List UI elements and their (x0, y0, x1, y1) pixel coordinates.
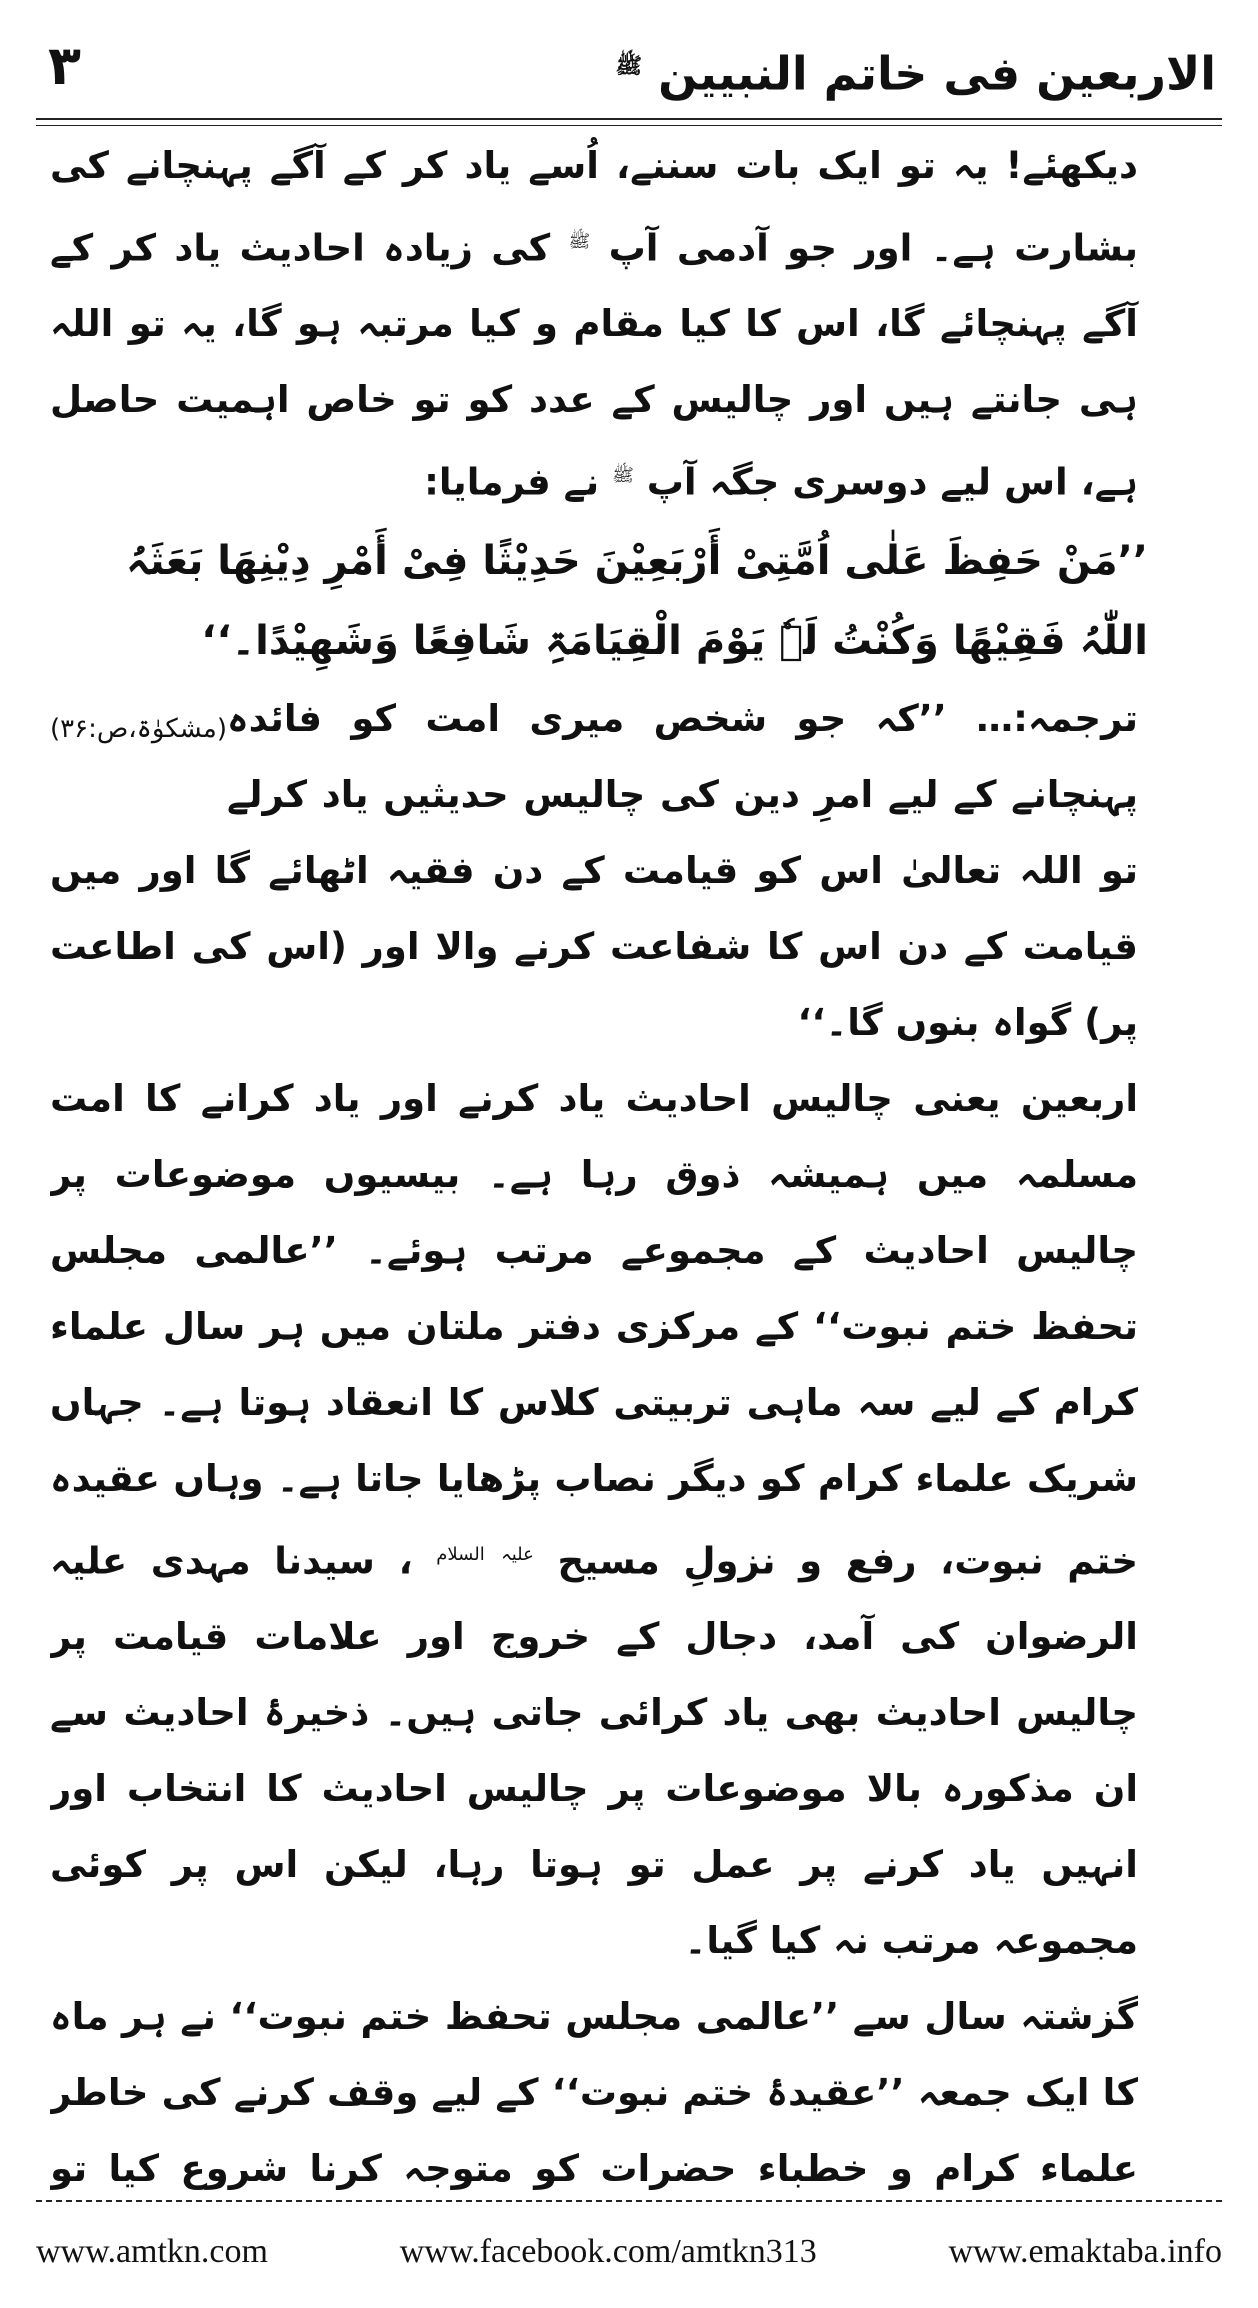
honorific-2: ﷺ (612, 465, 634, 487)
page-header (36, 18, 1222, 118)
paragraph-1 (50, 128, 1208, 521)
footer-link-emaktaba[interactable]: www.emaktaba.info (948, 2233, 1222, 2270)
paragraph-1-part-a: دیکھئے! یہ تو ایک بات سننے، اُسے یاد کر کے آگے پہنچانے کی بشارت ہے۔ اور جو آدمی آپ (50, 144, 1138, 270)
paragraph-1-part-b: کی زیادہ احادیث یاد کر کے آگے پہنچائے گا، اس کا کیا مقام و کیا مرتبہ ہو گا، یہ تو اللہ ہی جانتے ہیں اور چالیس کے عدد کو تو خاص اہمیت حاصل ہے، اس لیے دوسری جگہ آپ (50, 226, 1138, 504)
header-rule-thin (36, 125, 1222, 126)
honorific-1: ﷺ (568, 231, 591, 252)
honorific-3: علیہ السلام (436, 1543, 534, 1565)
footer-rule (36, 2200, 1222, 2202)
paragraph-2-part-b: ، سیدنا مہدی علیہ الرضوان کی آمد، دجال کے خروج اور علامات قیامت پر چالیس احادیث بھی یاد کرائی جاتی ہیں۔ ذخیرۂ احادیث سے ان مذکورہ بالا موضوعات پر چالیس احادیث کا انتخاب اور انہیں یاد کرنے پر عمل تو ہوتا رہا، لیکن اس پر کوئی مجموعہ مرتب نہ کیا گیا۔ (50, 1538, 1138, 1962)
hadith-text (50, 521, 1208, 744)
page-number: ۳ (48, 34, 81, 97)
hadith-arabic: ’’مَنْ حَفِظَ عَلٰی اُمَّتِیْ أَرْبَعِیْنَ حَدِیْثًا فِیْ أَمْرِ دِیْنِھَا بَعَثَہُ اللّٰہُ فَقِیْھًا وَکُنْتُ لَہٗ یَوْمَ الْقِیَامَۃِ شَافِعًا وَشَھِیْدًا۔‘‘ (126, 537, 1148, 664)
title-honorific: ﷺ (615, 54, 643, 79)
paragraph-3: گزشتہ سال سے ’’عالمی مجلس تحفظ ختم نبوت‘‘ نے ہر ماہ کا ایک جمعہ ’’عقیدۂ ختم نبوت‘‘ کے لیے وقف کرنے کی خاطر علماء کرام و خطباء حضرات کو متوجہ کرنا شروع کیا تو (50, 1994, 1138, 2190)
footer-link-amtkn[interactable]: www.amtkn.com (36, 2233, 268, 2270)
paragraph-2 (50, 1061, 1208, 1979)
book-title-text: الاربعین فی خاتم النبیین (658, 46, 1216, 101)
book-title (615, 32, 1216, 108)
translation-paragraph: ترجمہ:… ’’کہ جو شخص میری امت کو فائدہ پہنچانے کے لیے امرِ دین کی چالیس حدیثیں یاد کرلے تو اللہ تعالیٰ اس کو قیامت کے دن فقیہ اٹھائے گا اور میں قیامت کے دن اس کا شفاعت کرنے والا اور (اس کی اطاعت پر) گواہ بنوں گا۔‘‘ (50, 696, 1138, 1044)
page-body (50, 128, 1208, 2196)
hadith-reference: (مشکوٰۃ،ص:۳۶) (50, 713, 227, 744)
header-rule (36, 118, 1222, 120)
page-footer (36, 2222, 1222, 2282)
paragraph-1-part-c: نے فرمایا: (424, 460, 600, 504)
footer-link-facebook[interactable]: www.facebook.com/amtkn313 (399, 2233, 817, 2270)
paragraph-2-part-a: اربعین یعنی چالیس احادیث یاد کرنے اور یاد کرانے کا امت مسلمہ میں ہمیشہ ذوق رہا ہے۔ بیسیوں موضوعات پر چالیس احادیث کے مجموعے مرتب ہوئے۔ ’’عالمی مجلس تحفظ ختم نبوت‘‘ کے مرکزی دفتر ملتان میں ہر سال علماء کرام کے لیے سہ ماہی تربیتی کلاس کا انعقاد ہوتا ہے۔ جہاں شریک علماء کرام کو دیگر نصاب پڑھایا جاتا ہے۔ وہاں عقیدہ ختم نبوت، رفع و نزولِ مسیح (50, 1076, 1139, 1582)
